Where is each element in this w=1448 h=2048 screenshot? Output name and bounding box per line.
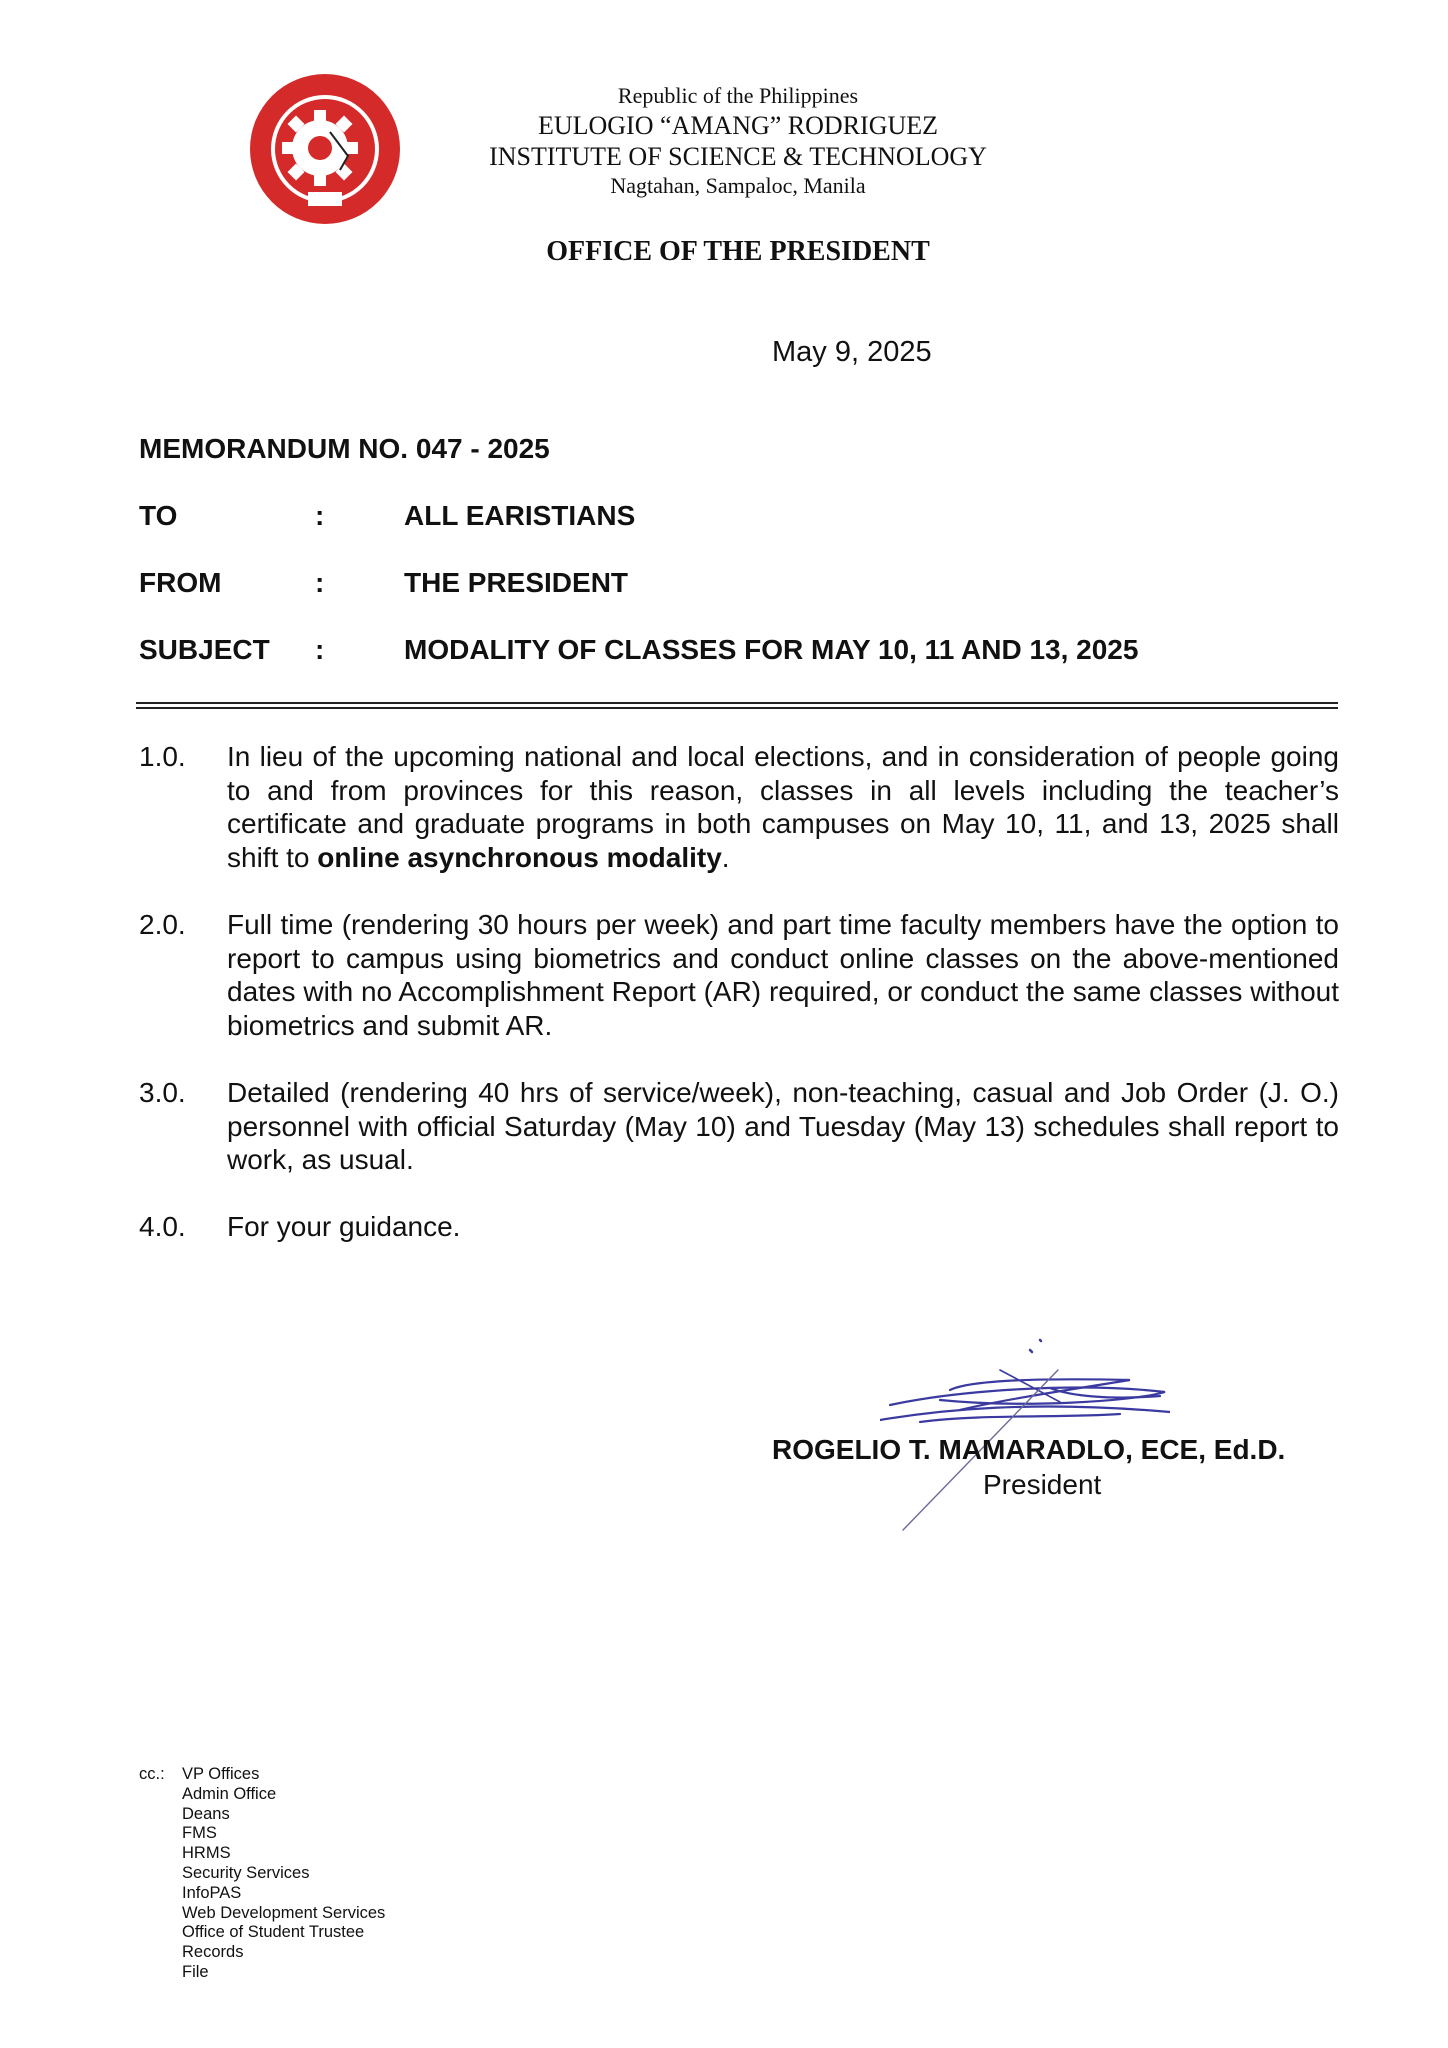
to-value: ALL EARISTIANS <box>404 500 636 531</box>
paragraph-1-text: In lieu of the upcoming national and local elections, and in consideration of people going to and from provinces for this reason, classes in all levels including the teacher’s certificate and graduate programs in both campuses on May 10, 11, and 13, 2025 shall shift to <box>227 741 1339 873</box>
paragraph-text: For your guidance. <box>227 1211 461 1242</box>
letterhead-institution-line1: EULOGIO “AMANG” RODRIGUEZ <box>537 111 939 140</box>
memo-date: May 9, 2025 <box>772 336 932 368</box>
cc-recipient-list <box>182 1765 385 1983</box>
cc-recipient: Security Services <box>182 1863 310 1882</box>
subject-label: SUBJECT <box>139 634 270 665</box>
paragraph-1-end: . <box>721 841 730 873</box>
to-colon: : <box>315 500 325 531</box>
memo-from-row <box>139 567 1339 607</box>
cc-recipient: VP Offices <box>182 1765 260 1783</box>
paragraph-number: 3.0. <box>139 1077 186 1108</box>
cc-recipient: File <box>182 1962 209 1981</box>
cc-block <box>139 1765 385 1983</box>
institution-seal <box>248 72 402 226</box>
paragraph-2 <box>139 908 1339 1042</box>
memo-to-row <box>139 500 1339 540</box>
cc-recipient: HRMS <box>182 1844 231 1863</box>
header-divider-top <box>136 702 1338 704</box>
paragraph-1-emphasis: online asynchronous modality <box>317 841 722 873</box>
paragraph-text <box>227 740 1339 874</box>
subject-colon: : <box>315 634 325 665</box>
subject-value: MODALITY OF CLASSES FOR MAY 10, 11 AND 13, 2025 <box>404 634 1139 665</box>
memo-number: MEMORANDUM NO. 047 - 2025 <box>139 433 550 464</box>
to-label: TO <box>139 500 178 531</box>
cc-recipient: Deans <box>182 1804 230 1823</box>
cc-label: cc.: <box>139 1765 165 1783</box>
signatory-title: President <box>983 1469 1102 1500</box>
letterhead-institution-line2: INSTITUTE OF SCIENCE & TECHNOLOGY <box>489 142 987 171</box>
cc-recipient: Office of Student Trustee <box>182 1923 365 1942</box>
paragraph-number: 1.0. <box>139 741 186 772</box>
paragraph-4 <box>139 1210 1339 1244</box>
letterhead-republic: Republic of the Philippines <box>617 83 859 108</box>
from-label: FROM <box>139 567 222 598</box>
office-heading: OFFICE OF THE PRESIDENT <box>546 236 930 267</box>
letterhead <box>430 82 1046 200</box>
paragraph-number: 2.0. <box>139 909 186 940</box>
cc-recipient: Web Development Services <box>182 1903 386 1922</box>
paragraph-3 <box>139 1076 1339 1177</box>
memo-subject-row <box>139 634 1339 674</box>
cc-recipient: FMS <box>182 1824 217 1843</box>
cc-recipient: InfoPAS <box>182 1883 242 1902</box>
signatory-name: ROGELIO T. MAMARADLO, ECE, Ed.D. <box>772 1434 1286 1465</box>
letterhead-address: Nagtahan, Sampaloc, Manila <box>610 173 866 198</box>
cc-recipient: Admin Office <box>182 1784 277 1803</box>
paragraph-text: Detailed (rendering 40 hrs of service/week), non-teaching, casual and Job Order (J. O.) personnel with official Saturday (May 10) and Tuesday (May 13) schedules shall report to work, as usual. <box>227 1077 1339 1175</box>
cc-recipient: Records <box>182 1943 244 1962</box>
paragraph-1 <box>139 740 1339 874</box>
header-divider-bottom <box>136 707 1338 709</box>
paragraph-text: Full time (rendering 30 hours per week) and part time faculty members have the option to report to campus using biometrics and conduct online classes on the above-mentioned dates with no Accomplishment Report (AR) required, or conduct the same classes without biometrics and submit AR. <box>227 909 1339 1041</box>
from-colon: : <box>315 567 325 598</box>
paragraph-number: 4.0. <box>139 1211 186 1242</box>
from-value: THE PRESIDENT <box>404 567 629 598</box>
